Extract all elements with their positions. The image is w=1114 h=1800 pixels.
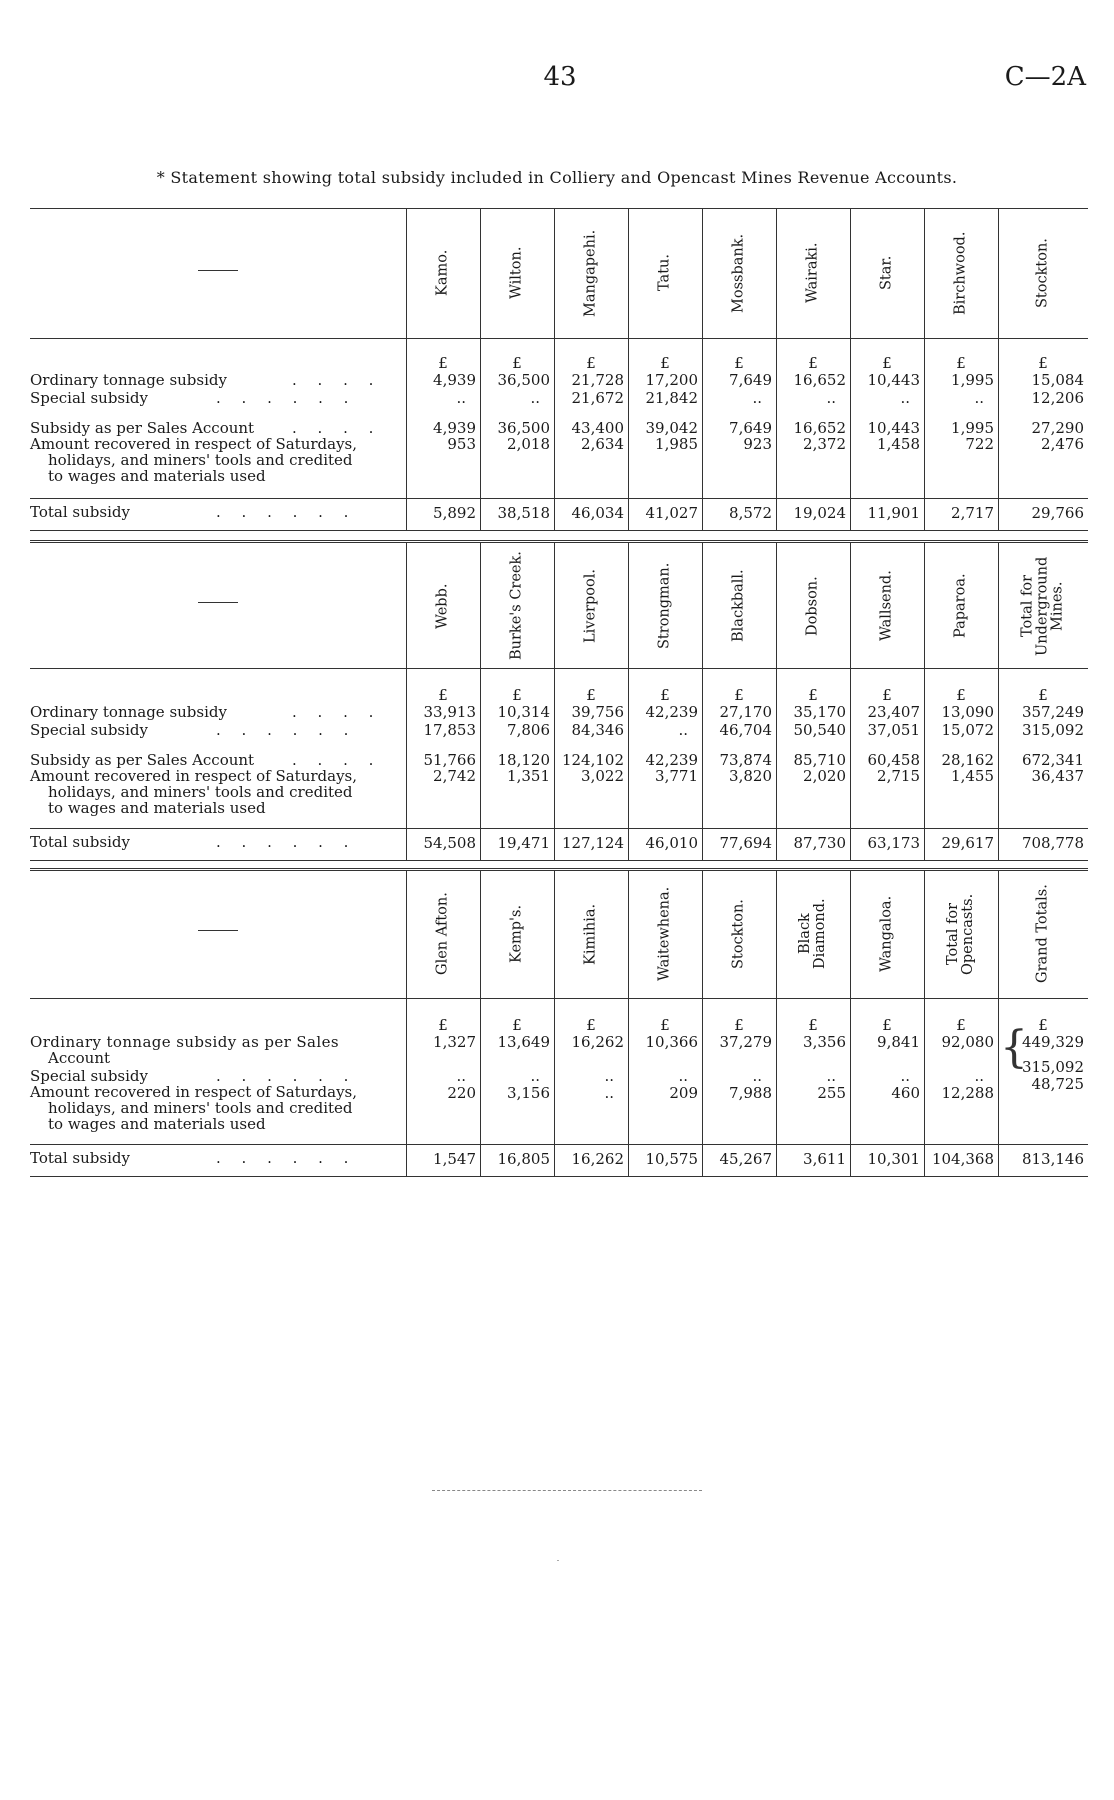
cell-total: 45,267 (719, 1150, 772, 1168)
cell-amount: 1,455 (951, 767, 994, 785)
label-sales: Subsidy as per Sales Account (30, 751, 255, 769)
col-head-wairaki: Wairaki. (804, 242, 821, 304)
label-total: Total subsidy (30, 1149, 130, 1167)
cell-special: .. (678, 721, 688, 739)
cell-total: 5,892 (433, 504, 476, 522)
currency: £ (882, 686, 892, 704)
currency: £ (1038, 1016, 1048, 1034)
cell-amount: 255 (817, 1084, 846, 1102)
cell-special: .. (826, 389, 836, 407)
cell-ordinary: 36,500 (497, 371, 550, 389)
currency: £ (438, 354, 448, 372)
cell-amount: 3,820 (729, 767, 772, 785)
currency: £ (586, 1016, 596, 1034)
col-head-total-underground: Total for Underground Mines. (1019, 556, 1066, 656)
currency: £ (1038, 686, 1048, 704)
cell-amount: 48,725 (1031, 1075, 1084, 1093)
currency: £ (882, 1016, 892, 1034)
cell-special: .. (678, 1067, 688, 1085)
label-total: Total subsidy (30, 833, 130, 851)
leader-dots: . . . . (292, 751, 382, 769)
cell-special: 84,346 (571, 721, 624, 739)
cell-ordinary: 92,080 (941, 1033, 994, 1051)
cell-amount: 3,156 (507, 1084, 550, 1102)
currency: £ (734, 1016, 744, 1034)
leader-dots: . . . . . . (216, 1067, 357, 1085)
col-head-mangapehi: Mangapehi. (582, 229, 599, 317)
cell-ordinary: 1,995 (951, 371, 994, 389)
cell-special: 315,092 (1021, 1058, 1084, 1076)
currency: £ (438, 1016, 448, 1034)
table-section-1 (30, 208, 1088, 538)
col-head-burkes-creek: Burke's Creek. (508, 551, 525, 661)
cell-special: 17,853 (423, 721, 476, 739)
cell-sales: 7,649 (729, 419, 772, 437)
col-head-wangaloa: Wangaloa. (878, 895, 895, 973)
label-amount-2: holidays, and miners' tools and credited (48, 451, 353, 469)
cell-total: 46,010 (645, 834, 698, 852)
cell-special: 50,540 (793, 721, 846, 739)
col-head-mossbank: Mossbank. (730, 233, 747, 313)
col-head-blackball: Blackball. (730, 569, 747, 643)
cell-amount: 2,476 (1041, 435, 1084, 453)
cell-amount: 460 (891, 1084, 920, 1102)
currency: £ (438, 686, 448, 704)
cell-total: 708,778 (1021, 834, 1084, 852)
label-ordinary: Ordinary tonnage subsidy (30, 703, 227, 721)
cell-ordinary: 9,841 (877, 1033, 920, 1051)
cell-total: 16,805 (497, 1150, 550, 1168)
label-amount-2: holidays, and miners' tools and credited (48, 783, 353, 801)
cell-total: 54,508 (423, 834, 476, 852)
cell-ordinary: 35,170 (793, 703, 846, 721)
col-head-birchwood: Birchwood. (952, 231, 969, 315)
cell-total: 29,617 (941, 834, 994, 852)
cell-total: 104,368 (931, 1150, 994, 1168)
cell-sales: 73,874 (719, 751, 772, 769)
cell-ordinary: 15,084 (1031, 371, 1084, 389)
cell-total: 127,124 (561, 834, 624, 852)
col-head-waitewhena: Waitewhena. (656, 886, 673, 982)
currency: £ (956, 686, 966, 704)
currency: £ (586, 686, 596, 704)
currency: £ (512, 1016, 522, 1034)
cell-ordinary: 4,939 (433, 371, 476, 389)
cell-ordinary: 13,090 (941, 703, 994, 721)
currency: £ (956, 1016, 966, 1034)
label-amount-3: to wages and materials used (48, 1115, 266, 1133)
col-head-strongman: Strongman. (656, 562, 673, 650)
footer-rule (432, 1490, 702, 1491)
cell-amount: 1,458 (877, 435, 920, 453)
cell-amount: 2,634 (581, 435, 624, 453)
cell-special: .. (530, 1067, 540, 1085)
cell-total: 3,611 (803, 1150, 846, 1168)
cell-special: .. (974, 1067, 984, 1085)
cell-sales: 42,239 (645, 751, 698, 769)
cell-amount: 7,988 (729, 1084, 772, 1102)
cell-sales: 85,710 (793, 751, 846, 769)
col-head-wallsend: Wallsend. (878, 570, 895, 642)
cell-sales: 43,400 (571, 419, 624, 437)
label-ordinary-1: Ordinary tonnage subsidy as per Sales (30, 1033, 339, 1051)
currency: £ (586, 354, 596, 372)
cell-total: 29,766 (1031, 504, 1084, 522)
currency: £ (660, 1016, 670, 1034)
currency: £ (512, 686, 522, 704)
col-head-kemps: Kemp's. (508, 904, 525, 964)
cell-special: 12,206 (1031, 389, 1084, 407)
cell-ordinary: 449,329 (1021, 1033, 1084, 1051)
col-head-webb: Webb. (434, 583, 451, 629)
currency: £ (1038, 354, 1048, 372)
col-head-liverpool: Liverpool. (582, 569, 599, 643)
cell-special: .. (752, 1067, 762, 1085)
cell-sales: 28,162 (941, 751, 994, 769)
cell-total: 813,146 (1021, 1150, 1084, 1168)
col-head-wilton: Wilton. (508, 246, 525, 300)
leader-dots: . . . . . . (216, 721, 357, 739)
cell-ordinary: 42,239 (645, 703, 698, 721)
table-section-2 (30, 540, 1088, 870)
cell-total: 8,572 (729, 504, 772, 522)
cell-total: 10,575 (645, 1150, 698, 1168)
label-ordinary: Ordinary tonnage subsidy (30, 371, 227, 389)
label-total: Total subsidy (30, 503, 130, 521)
col-head-black-diamond: Black Diamond. (797, 898, 828, 970)
cell-amount: 3,771 (655, 767, 698, 785)
cell-special: 15,072 (941, 721, 994, 739)
cell-sales: 51,766 (423, 751, 476, 769)
currency: £ (734, 354, 744, 372)
cell-special: 7,806 (507, 721, 550, 739)
label-amount-3: to wages and materials used (48, 467, 266, 485)
cell-special: 37,051 (867, 721, 920, 739)
currency: £ (808, 686, 818, 704)
cell-amount: 953 (447, 435, 476, 453)
cell-ordinary: 10,314 (497, 703, 550, 721)
col-head-kamo: Kamo. (434, 249, 451, 297)
cell-sales: 39,042 (645, 419, 698, 437)
leader-dots: . . . . (292, 419, 382, 437)
cell-total: 63,173 (867, 834, 920, 852)
col-head-paparoa: Paparoa. (952, 573, 969, 639)
cell-ordinary: 1,327 (433, 1033, 476, 1051)
cell-sales: 10,443 (867, 419, 920, 437)
cell-ordinary: 16,262 (571, 1033, 624, 1051)
cell-total: 19,471 (497, 834, 550, 852)
cell-ordinary: 7,649 (729, 371, 772, 389)
cell-ordinary: 13,649 (497, 1033, 550, 1051)
cell-special: 21,672 (571, 389, 624, 407)
cell-special: .. (752, 389, 762, 407)
col-head-star: Star. (878, 255, 895, 291)
cell-total: 19,024 (793, 504, 846, 522)
leader-dots: . . . . (292, 371, 382, 389)
leader-dots: . . . . . . (216, 503, 357, 521)
col-head-tatu: Tatu. (656, 254, 673, 292)
label-amount-1: Amount recovered in respect of Saturdays, (30, 1083, 358, 1101)
statement-title: * Statement showing total subsidy included in Colliery and Opencast Mines Revenue Accounts. (156, 168, 958, 187)
cell-sales: 16,652 (793, 419, 846, 437)
label-special: Special subsidy (30, 1067, 148, 1085)
page-number: 43 (543, 62, 577, 92)
cell-special: .. (456, 389, 466, 407)
cell-total: 11,901 (867, 504, 920, 522)
leader-dots: . . . . . . (216, 389, 357, 407)
stub-dash (198, 270, 238, 271)
cell-ordinary: 33,913 (423, 703, 476, 721)
cell-amount: 209 (669, 1084, 698, 1102)
leader-dots: . . . . . . (216, 833, 357, 851)
cell-amount: 1,985 (655, 435, 698, 453)
cell-amount: 2,715 (877, 767, 920, 785)
cell-special: 46,704 (719, 721, 772, 739)
cell-ordinary: 10,443 (867, 371, 920, 389)
grand-total-brace: { (1000, 1022, 1028, 1073)
cell-special: 21,842 (645, 389, 698, 407)
label-ordinary-2: Account (48, 1049, 111, 1067)
currency: £ (512, 354, 522, 372)
cell-special: .. (900, 1067, 910, 1085)
cell-sales: 1,995 (951, 419, 994, 437)
cell-total: 46,034 (571, 504, 624, 522)
cell-special: .. (604, 1067, 614, 1085)
cell-special: .. (456, 1067, 466, 1085)
cell-amount: .. (604, 1084, 614, 1102)
cell-ordinary: 27,170 (719, 703, 772, 721)
cell-total: 77,694 (719, 834, 772, 852)
cell-total: 41,027 (645, 504, 698, 522)
cell-total: 38,518 (497, 504, 550, 522)
cell-ordinary: 10,366 (645, 1033, 698, 1051)
cell-sales: 124,102 (561, 751, 624, 769)
cell-amount: 1,351 (507, 767, 550, 785)
cell-ordinary: 39,756 (571, 703, 624, 721)
stub-dash (198, 930, 238, 931)
currency: £ (660, 686, 670, 704)
stub-dash (198, 602, 238, 603)
cell-special: .. (974, 389, 984, 407)
label-amount-1: Amount recovered in respect of Saturdays, (30, 435, 358, 453)
cell-ordinary: 16,652 (793, 371, 846, 389)
cell-total: 10,301 (867, 1150, 920, 1168)
cell-sales: 18,120 (497, 751, 550, 769)
label-amount-3: to wages and materials used (48, 799, 266, 817)
cell-amount: 923 (743, 435, 772, 453)
leader-dots: . . . . . . (216, 1149, 357, 1167)
cell-amount: 2,018 (507, 435, 550, 453)
col-head-total-opencasts: Total for Opencasts. (945, 893, 976, 975)
currency: £ (882, 354, 892, 372)
cell-amount: 722 (965, 435, 994, 453)
leader-dots: . . . . (292, 703, 382, 721)
col-head-grand-totals: Grand Totals. (1034, 884, 1051, 984)
cell-total: 87,730 (793, 834, 846, 852)
cell-special: .. (826, 1067, 836, 1085)
col-head-stockton: Stockton. (730, 899, 747, 969)
cell-amount: 2,020 (803, 767, 846, 785)
document-code: C—2A (1004, 62, 1086, 92)
cell-ordinary: 17,200 (645, 371, 698, 389)
col-head-glen-afton: Glen Afton. (434, 892, 451, 976)
cell-amount: 2,372 (803, 435, 846, 453)
cell-ordinary: 37,279 (719, 1033, 772, 1051)
currency: £ (734, 686, 744, 704)
label-sales: Subsidy as per Sales Account (30, 419, 255, 437)
cell-ordinary: 357,249 (1021, 703, 1084, 721)
cell-amount: 220 (447, 1084, 476, 1102)
footer-mark (557, 1560, 559, 1561)
cell-ordinary: 3,356 (803, 1033, 846, 1051)
label-special: Special subsidy (30, 721, 148, 739)
cell-amount: 12,288 (941, 1084, 994, 1102)
cell-amount: 2,742 (433, 767, 476, 785)
currency: £ (808, 1016, 818, 1034)
label-amount-1: Amount recovered in respect of Saturdays, (30, 767, 358, 785)
cell-amount: 36,437 (1031, 767, 1084, 785)
cell-special: .. (530, 389, 540, 407)
table-section-3 (30, 868, 1088, 1186)
cell-total: 16,262 (571, 1150, 624, 1168)
label-amount-2: holidays, and miners' tools and credited (48, 1099, 353, 1117)
col-head-stockton: Stockton. (1034, 238, 1051, 308)
cell-ordinary: 23,407 (867, 703, 920, 721)
cell-special: .. (900, 389, 910, 407)
cell-sales: 60,458 (867, 751, 920, 769)
cell-sales: 4,939 (433, 419, 476, 437)
currency: £ (660, 354, 670, 372)
cell-ordinary: 21,728 (571, 371, 624, 389)
cell-sales: 672,341 (1021, 751, 1084, 769)
cell-sales: 27,290 (1031, 419, 1084, 437)
currency: £ (956, 354, 966, 372)
col-head-kimihia: Kimihia. (582, 903, 599, 965)
cell-total: 2,717 (951, 504, 994, 522)
label-special: Special subsidy (30, 389, 148, 407)
col-head-dobson: Dobson. (804, 576, 821, 636)
cell-sales: 36,500 (497, 419, 550, 437)
currency: £ (808, 354, 818, 372)
cell-special: 315,092 (1021, 721, 1084, 739)
cell-amount: 3,022 (581, 767, 624, 785)
cell-total: 1,547 (433, 1150, 476, 1168)
